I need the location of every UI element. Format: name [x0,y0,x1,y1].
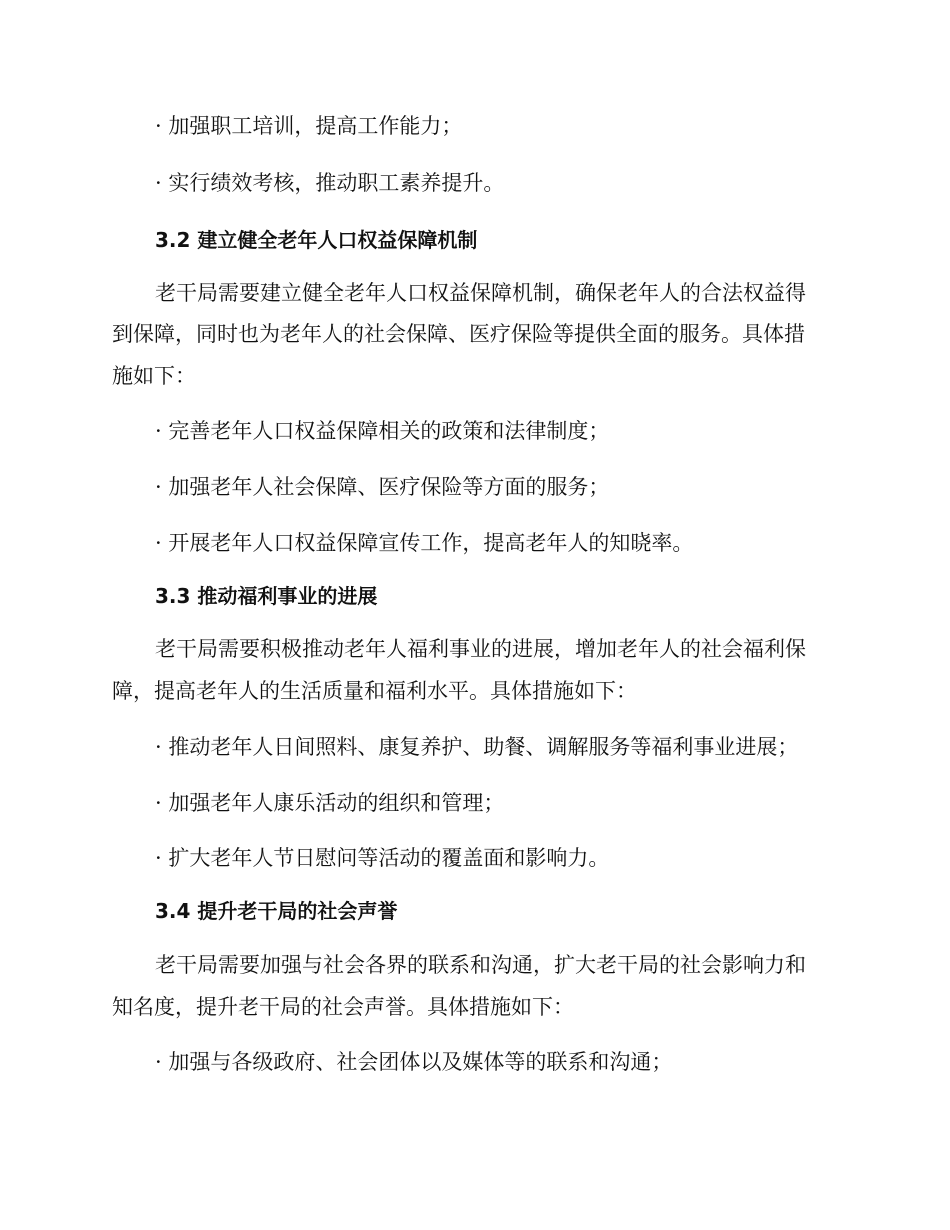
list-item: · 推动老年人日间照料、康复养护、助餐、调解服务等福利事业进展； [155,735,799,759]
section-heading-3-4: 3.4 提升老干局的社会声誉 [155,899,398,923]
list-item: · 加强职工培训，提高工作能力； [155,114,463,138]
list-item: · 加强老年人康乐活动的组织和管理； [155,791,505,815]
paragraph-line: 施如下： [112,364,196,388]
paragraph-line: 老干局需要建立健全老年人口权益保障机制，确保老年人的合法权益得 [155,281,806,305]
list-item: · 完善老年人口权益保障相关的政策和法律制度； [155,419,610,443]
list-item: · 开展老年人口权益保障宣传工作，提高老年人的知晓率。 [155,531,694,555]
paragraph-line: 老干局需要积极推动老年人福利事业的进展，增加老年人的社会福利保 [155,637,806,661]
paragraph-line: 知名度，提升老干局的社会声誉。具体措施如下： [112,995,574,1019]
paragraph-line: 老干局需要加强与社会各界的联系和沟通，扩大老干局的社会影响力和 [155,953,806,977]
section-heading-3-2: 3.2 建立健全老年人口权益保障机制 [155,228,478,252]
section-heading-3-3: 3.3 推动福利事业的进展 [155,584,378,608]
list-item: · 扩大老年人节日慰问等活动的覆盖面和影响力。 [155,846,610,870]
paragraph-line: 到保障，同时也为老年人的社会保障、医疗保险等提供全面的服务。具体措 [112,322,805,346]
list-item: · 实行绩效考核，推动职工素养提升。 [155,171,505,195]
paragraph-line: 障，提高老年人的生活质量和福利水平。具体措施如下： [112,679,637,703]
list-item: · 加强与各级政府、社会团体以及媒体等的联系和沟通； [155,1050,673,1074]
list-item: · 加强老年人社会保障、医疗保险等方面的服务； [155,475,610,499]
